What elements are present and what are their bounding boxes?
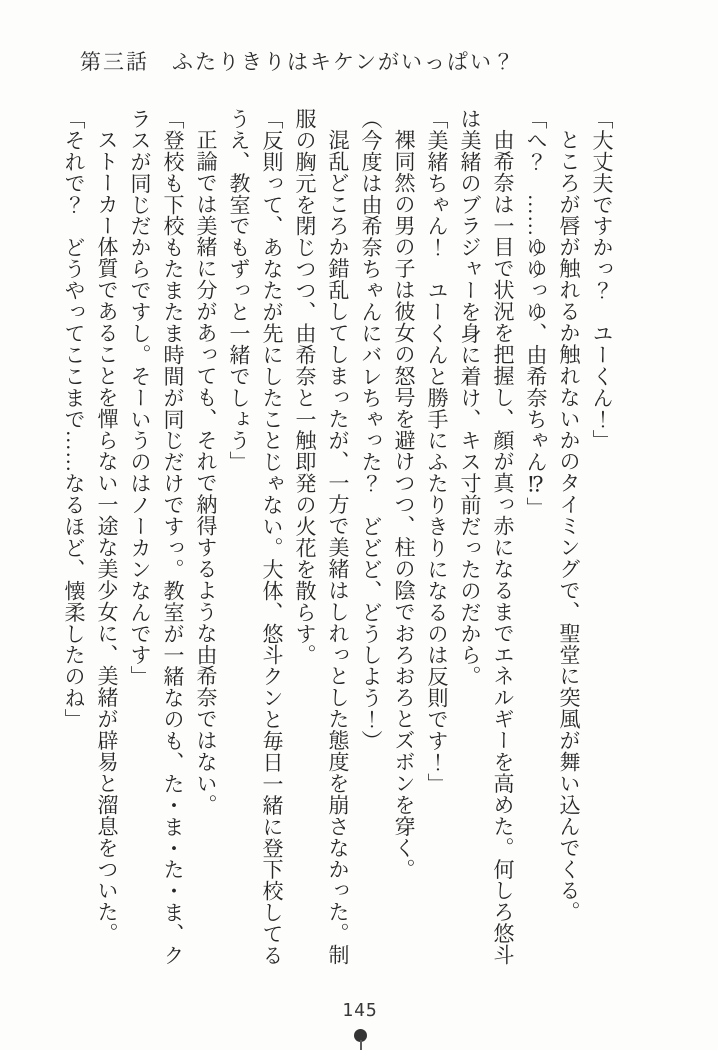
paragraph: （今度は由希奈ちゃんにバレちゃった？ どどど、どうしよう！） xyxy=(359,108,383,752)
paragraph: 正論では美緒に分があっても、それで納得するような由希奈ではない。 xyxy=(194,129,218,816)
paragraph: 「へ？ ……ゆゆっゆ、由希奈ちゃん⁉」 xyxy=(524,108,548,519)
paragraph: ところが唇が触れるか触れないかのタイミングで、聖堂に突風が舞い込んでくる。 xyxy=(557,129,581,923)
paragraph: 混乱どころか錯乱してしまったが、一方で美緒はしれっとした態度を崩さなかった。制服の胸元を閉じつつ、由希奈と一触即発の火花を散らす。 xyxy=(293,108,350,966)
pin-icon xyxy=(354,1029,367,1050)
paragraph: 「反則って、あなたが先にしたことじゃない。大体、悠斗クンと毎日一緒に登下校してるうえ、教室でもずっと一緒でしょう」 xyxy=(227,108,284,966)
page-number: 145 xyxy=(342,1000,378,1021)
paragraph: 裸同然の男の子は彼女の怒号を避けつつ、柱の陰でおろおろとズボンを穿く。 xyxy=(392,129,416,880)
paragraph: ストーカー体質であることを憚らない一途な美少女に、美緒が辟易と溜息をついた。 xyxy=(95,129,119,945)
vertical-text-block xyxy=(57,108,618,970)
paragraph: 由希奈は一目で状況を把握し、顔が真っ赤になるまでエネルギーを高めた。何しろ悠斗は美緒のブラジャーを身に着け、キス寸前だったのだから。 xyxy=(458,108,515,966)
paragraph: 「大丈夫ですかっ？ ユーくん！」 xyxy=(590,108,614,452)
paragraph: 「それで？ どうやってここまで……なるほど、懐柔したのね」 xyxy=(62,108,86,731)
paragraph: 「美緒ちゃん！ ユーくんと勝手にふたりきりになるのは反則です！」 xyxy=(425,108,449,795)
paragraph: 「登校も下校もたまたま時間が同じだけですっ。教室が一緒なのも、た・ま・た・ま、クラスが同じだからですし。そーいうのはノーカンなんです」 xyxy=(128,108,185,966)
chapter-header: 第三話 ふたりきりはキケンがいっぱい？ xyxy=(80,50,516,74)
pin-stem xyxy=(360,1040,362,1050)
